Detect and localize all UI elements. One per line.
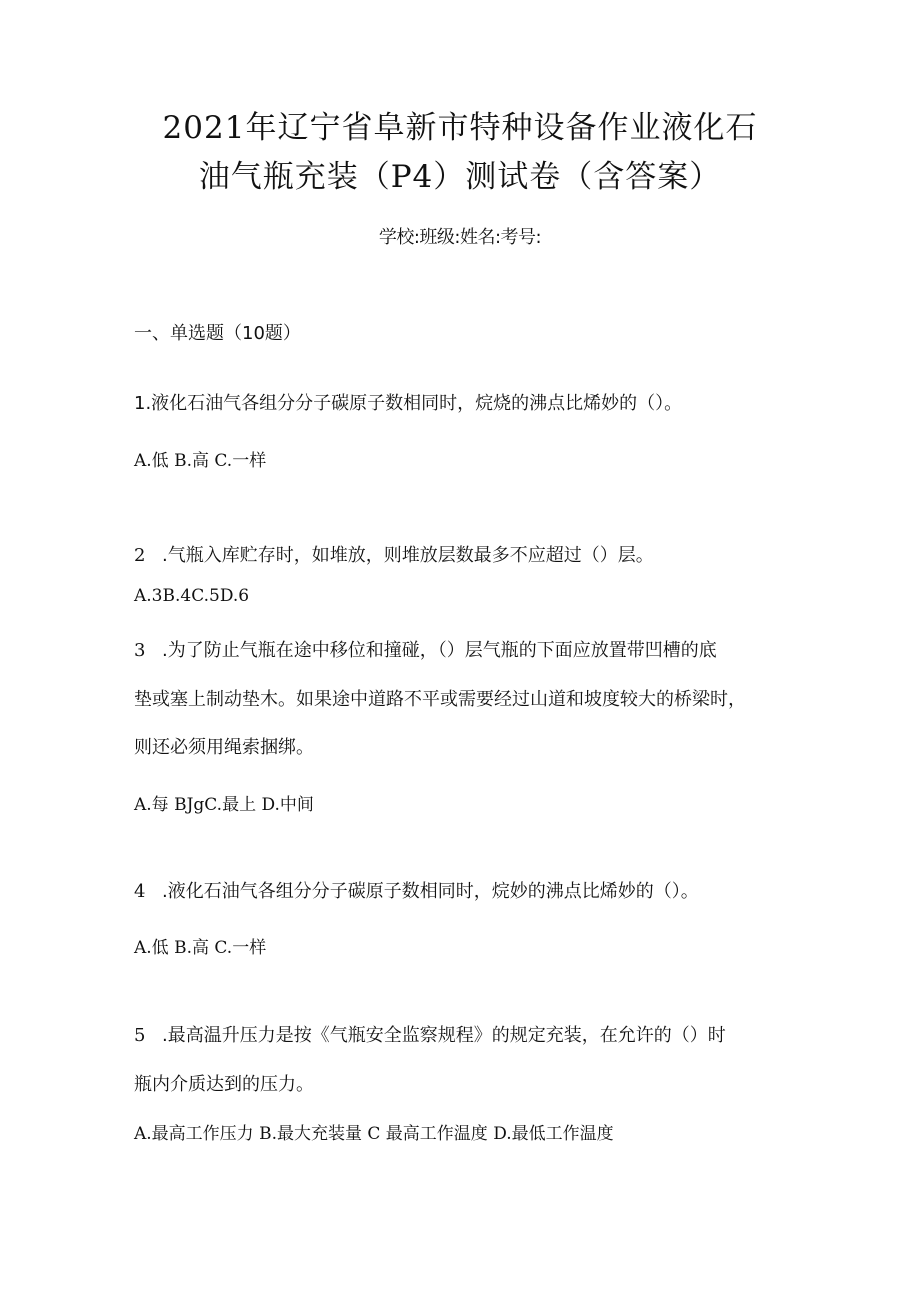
question-3-line-1: .为了防止气瓶在途中移位和撞碰，（）层气瓶的下面应放置带凹槽的底 <box>162 640 717 661</box>
question-4-number: 4 <box>134 881 146 902</box>
question-5-text <box>134 1027 726 1045</box>
question-3-options: A.每 BJgC.最上 D.中间 <box>134 795 314 815</box>
question-2-line-1: .气瓶入库贮存时，如堆放，则堆放层数最多不应超过（）层。 <box>162 545 654 566</box>
question-1-options: A.低 B.高 C.一样 <box>134 451 267 471</box>
question-2-text <box>134 547 654 565</box>
document-title-line-1: 2021年辽宁省阜新市特种设备作业液化石 <box>162 110 758 146</box>
question-3-text <box>134 642 717 660</box>
question-5-line-1: .最高温升压力是按《气瓶安全监察规程》的规定充装，在允许的（）时 <box>162 1025 726 1046</box>
student-info-line: 学校:班级:姓名:考号: <box>378 227 542 248</box>
question-4-text <box>134 883 699 901</box>
question-2-options: A.3B.4C.5D.6 <box>134 586 250 606</box>
question-1-text: 1.液化石油气各组分分子碳原子数相同时，烷烧的沸点比烯妙的（）。 <box>134 393 683 414</box>
question-3-line-2: 垫或塞上制动垫木。如果途中道路不平或需要经过山道和坡度较大的桥梁时， <box>134 689 746 710</box>
question-3-number: 3 <box>134 640 146 661</box>
question-4-options: A.低 B.高 C.一样 <box>134 938 267 958</box>
question-5-options: A.最高工作压力 B.最大充装量 C 最高工作温度 D.最低工作温度 <box>134 1124 614 1144</box>
question-3-line-3: 则还必须用绳索捆绑。 <box>134 737 314 758</box>
question-5-number: 5 <box>134 1025 146 1046</box>
document-title-line-2: 油气瓶充装（P4）测试卷（含答案） <box>198 159 722 195</box>
question-2-number: 2 <box>134 545 146 566</box>
question-5-line-2: 瓶内介质达到的压力。 <box>134 1074 314 1095</box>
question-4-line-1: .液化石油气各组分分子碳原子数相同时，烷妙的沸点比烯妙的（）。 <box>162 881 699 902</box>
section-heading: 一、单选题（10题） <box>134 323 301 344</box>
